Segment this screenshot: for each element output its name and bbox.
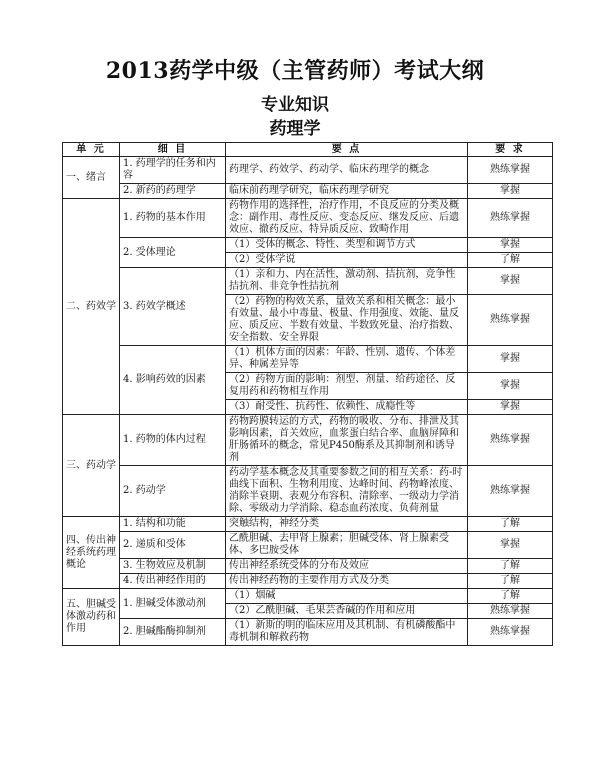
requirement-cell: 掌握 [468,184,553,199]
item-cell: 2. 药动学 [120,466,226,517]
requirement-cell: 熟练掌握 [468,295,553,346]
point-cell: （3）耐受性、抗药性、依赖性、成瘾性等 [226,400,468,415]
table-row [63,559,553,574]
point-cell: （1）新斯的明的临床应用及其机制、有机磷酸酯中毒机制和解救药物 [226,619,468,646]
item-cell: 2. 受体理论 [120,238,226,268]
point-cell: （1）机体方面的因素：年龄、性别、遗传、个体差异、种属差异等 [226,346,468,373]
point-cell: 突触结构，神经分类 [226,517,468,532]
table-row [63,199,553,238]
unit-cell: 三、药动学 [63,415,120,517]
item-cell: 3. 生物效应及机制 [120,559,226,574]
requirement-cell: 熟练掌握 [468,199,553,238]
item-cell: 2. 递质和受体 [120,532,226,559]
requirement-cell: 了解 [468,574,553,589]
item-cell: 1. 药理学的任务和内容 [120,157,226,184]
requirement-cell: 掌握 [468,532,553,559]
point-cell: 药动学基本概念及其重要参数之间的相互关系：药-时曲线下面积、生物利用度、达峰时间、药物峰浓度、消除半衰期、表观分布容积、清除率、一级动力学消除、零级动力学消除、稳态血药浓度、负荷剂量 [226,466,468,517]
requirement-cell: 掌握 [468,400,553,415]
unit-cell: 四、传出神经系统药理概论 [63,517,120,589]
requirement-cell: 熟练掌握 [468,415,553,466]
point-cell: （2）受体学说 [226,253,468,268]
point-cell: 临床前药理学研究，临床药理学研究 [226,184,468,199]
point-cell: 药物跨膜转运的方式，药物的吸收、分布、排泄及其影响因素，首关效应，血浆蛋白结合率、血脑屏障和肝肠循环的概念，常见P450酶系及其抑制剂和诱导剂 [226,415,468,466]
table-row [63,184,553,199]
item-cell: 4. 影响药效的因素 [120,346,226,415]
table-row [63,619,553,646]
requirement-cell: 熟练掌握 [468,466,553,517]
item-cell: 1. 胆碱受体激动剂 [120,589,226,619]
point-cell: （1）受体的概念、特性、类型和调节方式 [226,238,468,253]
table-row [63,157,553,184]
table-header-row [63,143,553,157]
header-unit: 单 元 [63,143,120,157]
point-cell: 传出神经系统受体的分布及效应 [226,559,468,574]
point-cell: 药理学、药效学、药动学、临床药理学的概念 [226,157,468,184]
item-cell: 1. 结构和功能 [120,517,226,532]
header-item: 细 目 [120,143,226,157]
page-bottom-edge [0,748,590,768]
table-row [63,466,553,517]
point-cell: 乙酰胆碱、去甲肾上腺素；胆碱受体、肾上腺素受体、多巴胺受体 [226,532,468,559]
requirement-cell: 掌握 [468,373,553,400]
point-cell: 传出神经药物的主要作用方式及分类 [226,574,468,589]
item-cell: 2. 新药的药理学 [120,184,226,199]
point-cell: （1）亲和力、内在活性，激动剂、拮抗剂，竞争性拮抗剂、非竞争性拮抗剂 [226,268,468,295]
table-row [63,415,553,466]
item-cell: 3. 药效学概述 [120,268,226,346]
requirement-cell: 熟练掌握 [468,604,553,619]
table-row [63,346,553,373]
requirement-cell: 熟练掌握 [468,619,553,646]
requirement-cell: 掌握 [468,346,553,373]
item-cell: 2. 胆碱酯酶抑制剂 [120,619,226,646]
point-cell: （2）药物的构效关系，量效关系和相关概念：最小有效量、最小中毒量、极量、作用强度、效能、量反应、质反应、半数有效量、半数致死量、治疗指数、安全指数、安全界限 [226,295,468,346]
requirement-cell: 了解 [468,559,553,574]
requirement-cell: 掌握 [468,238,553,253]
table-row [63,589,553,604]
point-cell: （1）烟碱 [226,589,468,604]
item-cell: 4. 传出神经作用的 [120,574,226,589]
point-cell: 药物作用的选择性，治疗作用，不良反应的分类及概念：副作用、毒性反应、变态反应、继发反应、后遗效应、撤药反应、特异质反应、致畸作用 [226,199,468,238]
table-row [63,268,553,295]
document-title: 2013药学中级（主管药师）考试大纲 [105,58,485,84]
point-cell: （2）乙酰胆碱、毛果芸香碱的作用和应用 [226,604,468,619]
requirement-cell: 了解 [468,589,553,604]
unit-cell: 二、药效学 [63,199,120,415]
table-row [63,238,553,253]
requirement-cell: 了解 [468,253,553,268]
syllabus-table [62,142,553,646]
table-row [63,517,553,532]
header-points: 要 点 [226,143,468,157]
header-requirement: 要 求 [468,143,553,157]
table-row [63,574,553,589]
requirement-cell: 掌握 [468,268,553,295]
point-cell: （2）药物方面的影响：剂型、剂量、给药途径、反复用药和药物相互作用 [226,373,468,400]
requirement-cell: 熟练掌握 [468,157,553,184]
item-cell: 1. 药物的体内过程 [120,415,226,466]
unit-cell: 五、胆碱受体激动药和作用 [63,589,120,646]
requirement-cell: 了解 [468,517,553,532]
table-row [63,532,553,559]
item-cell: 1. 药物的基本作用 [120,199,226,238]
section-title: 专业知识 [261,95,329,115]
unit-cell: 一、绪言 [63,157,120,199]
subject-title: 药理学 [269,119,321,139]
